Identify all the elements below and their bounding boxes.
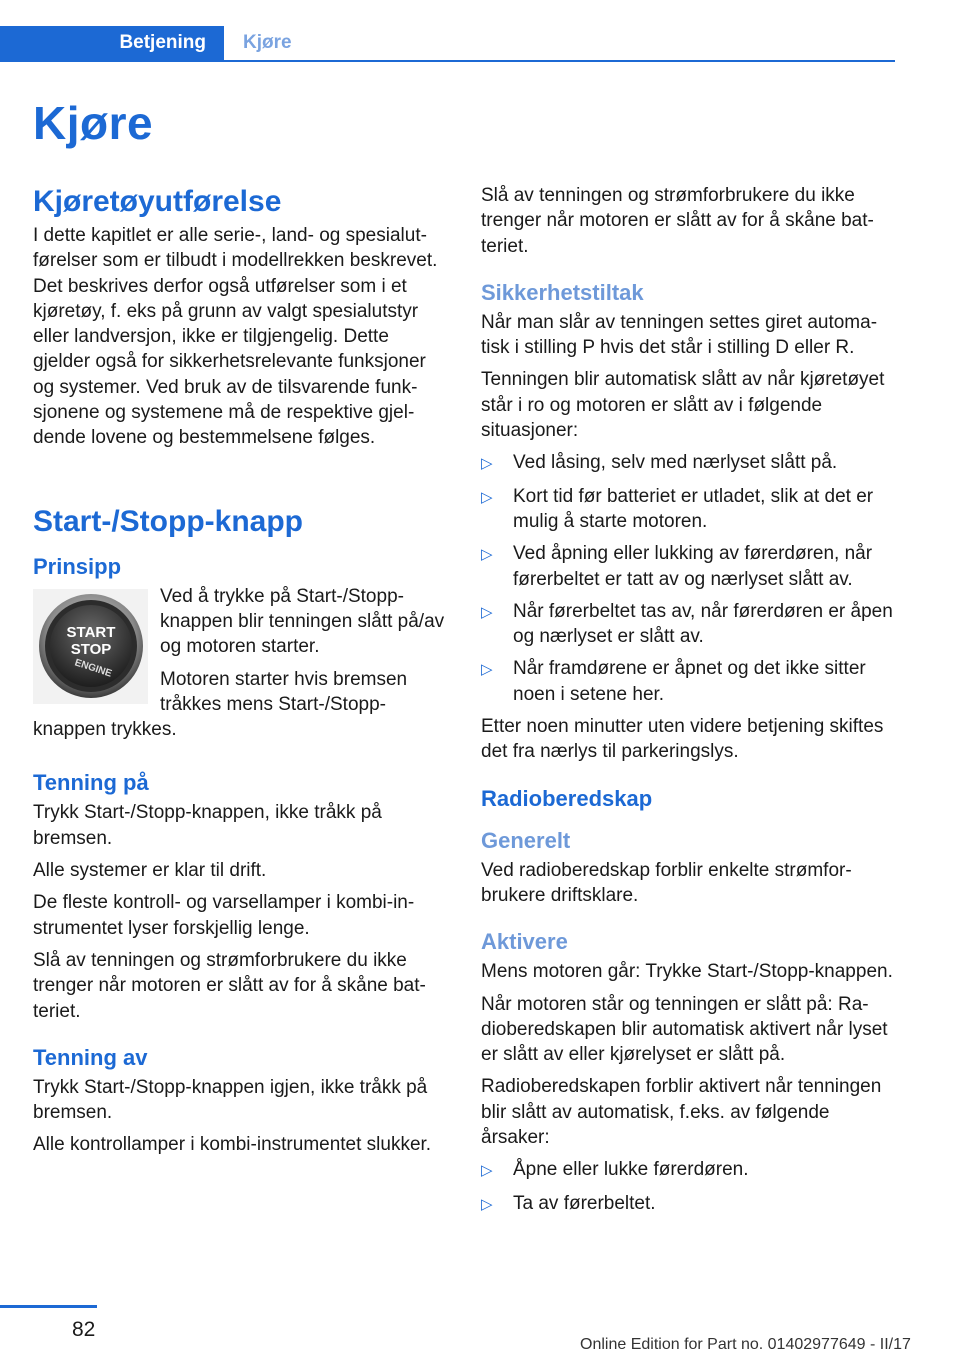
list-item bbox=[481, 450, 896, 476]
start-stop-button-icon bbox=[33, 589, 148, 704]
triangle-bullet-icon: ▷ bbox=[481, 488, 493, 506]
tab-betjening[interactable]: Betjening bbox=[0, 26, 224, 60]
triangle-bullet-icon: ▷ bbox=[481, 455, 493, 473]
principle-p2: Motoren starter hvis bremsen tråkkes mens Start-/Stopp-knappen trykkes. bbox=[33, 668, 408, 741]
general-heading: Generelt bbox=[481, 827, 571, 853]
vehicle-text: I dette kapitlet er alle serie-, land- og spesialutførelser som er tilbudt i modellrekken beskrevet. Det beskrives derfor også utførelser som i et kjøretøy, f. eks på grunn av valgt spesialutstyr eller landversjon, ikke er tilgjengelig. Dette gjelder også for sikkerhetsrelevante funksjoner og systemer. Ved bruk av de tilsvarende funksjonene og systemene må de respektive gjeldende lovene og bestemmelsene følges. bbox=[33, 225, 438, 449]
list-item bbox=[481, 656, 896, 707]
list-item bbox=[481, 1157, 896, 1183]
activate-bullet-0: Åpne eller lukke førerdøren. bbox=[513, 1159, 749, 1181]
ignition-off-p1: Trykk Start-/Stopp-knappen igjen, ikke tråkk på bremsen. bbox=[33, 1076, 428, 1124]
button-label-engine: ENGINE bbox=[73, 657, 114, 680]
button-label-stop: STOP bbox=[70, 640, 112, 658]
start-stop-heading: Start-/Stopp-knapp bbox=[33, 504, 303, 538]
button-label-start: START bbox=[66, 623, 116, 641]
right-column bbox=[481, 183, 896, 1224]
left-column bbox=[33, 183, 451, 1165]
radio-heading: Radioberedskap bbox=[481, 785, 653, 811]
activate-p1: Mens motoren går: Trykke Start-/Stopp-knappen. bbox=[481, 961, 893, 983]
list-item bbox=[481, 599, 896, 650]
ignition-on-p1: Trykk Start-/Stopp-knappen, ikke tråkk på bremsen. bbox=[33, 802, 382, 849]
safety-bullet-2: Ved åpning eller lukking av førerdøren, når førerbeltet er tatt av og nærlyset slått av. bbox=[513, 543, 873, 590]
page-title: Kjøre bbox=[33, 97, 154, 149]
safety-p2: Tenningen blir automatisk slått av når kjøretøyet står i ro og motoren er slått av i følgende situasjoner: bbox=[481, 369, 885, 442]
page-header bbox=[0, 26, 895, 62]
safety-bullet-3: Når førerbeltet tas av, når førerdøren er åpen og nærlyset er slått av. bbox=[513, 600, 893, 648]
list-item bbox=[481, 541, 896, 592]
footer-rule bbox=[0, 1305, 97, 1308]
triangle-bullet-icon: ▷ bbox=[481, 603, 493, 621]
general-p: Ved radioberedskap forblir enkelte strømforbrukere driftsklare. bbox=[481, 859, 852, 906]
triangle-bullet-icon: ▷ bbox=[481, 661, 493, 679]
right-intro: Slå av tenningen og strømforbrukere du ikke trenger når motoren er slått av for å skåne batteriet. bbox=[481, 185, 874, 257]
safety-p3: Etter noen minutter uten videre betjening skiftes det fra nærlys til parkeringslys. bbox=[481, 716, 884, 763]
list-item bbox=[481, 484, 896, 535]
principle-p1: Ved å trykke på Start-/Stopp-knappen blir tenningen slått på/av og motoren starter. bbox=[160, 585, 445, 658]
ignition-on-p3: De fleste kontroll- og varsellamper i kombi-instrumentet lyser forskjellig lenge. bbox=[33, 892, 415, 939]
ignition-on-p2: Alle systemer er klar til drift. bbox=[33, 860, 267, 882]
principle-heading: Prinsipp bbox=[33, 553, 122, 579]
activate-p3: Radioberedskapen forblir aktivert når tenningen blir slått av automatisk, f.eks. av følgende årsaker: bbox=[481, 1076, 882, 1149]
triangle-bullet-icon: ▷ bbox=[481, 1195, 493, 1213]
activate-p2: Når motoren står og tenningen er slått på: Radioberedskapen blir automatisk aktivert når lyset er slått av eller kjørelyset er slått på. bbox=[481, 993, 888, 1066]
safety-p1: Når man slår av tenningen settes giret automatisk i stilling P hvis det står i stilling D eller R. bbox=[481, 311, 878, 359]
activate-heading: Aktivere bbox=[481, 929, 568, 955]
list-item bbox=[481, 1191, 896, 1217]
activate-bullet-1: Ta av førerbeltet. bbox=[513, 1192, 656, 1214]
safety-bullet-4: Når framdørene er åpnet og det ikke sitter noen i setene her. bbox=[513, 658, 866, 705]
ignition-on-heading: Tenning på bbox=[33, 770, 149, 796]
ignition-off-heading: Tenning av bbox=[33, 1044, 148, 1070]
principle-section bbox=[33, 584, 451, 750]
vehicle-heading: Kjøretøyutførelse bbox=[33, 185, 282, 218]
ignition-on-p4: Slå av tenningen og strømforbrukere du ikke trenger når motoren er slått av for å skåne batteriet. bbox=[33, 949, 426, 1022]
page-number: 82 bbox=[72, 1318, 96, 1341]
header-rule bbox=[0, 60, 895, 62]
safety-heading: Sikkerhetstiltak bbox=[481, 279, 644, 305]
edition-text: Online Edition for Part no. 01402977649 - II/17 bbox=[580, 1336, 911, 1353]
start-stop-button-image bbox=[33, 589, 148, 704]
ignition-off-p2: Alle kontrollamper i kombi-instrumentet slukker. bbox=[33, 1134, 432, 1156]
triangle-bullet-icon: ▷ bbox=[481, 546, 493, 564]
triangle-bullet-icon: ▷ bbox=[481, 1162, 493, 1180]
safety-bullet-1: Kort tid før batteriet er utladet, slik at det er mulig å starte motoren. bbox=[513, 485, 874, 532]
safety-bullet-0: Ved låsing, selv med nærlyset slått på. bbox=[513, 452, 838, 474]
tab-kjore[interactable]: Kjøre bbox=[243, 32, 292, 53]
